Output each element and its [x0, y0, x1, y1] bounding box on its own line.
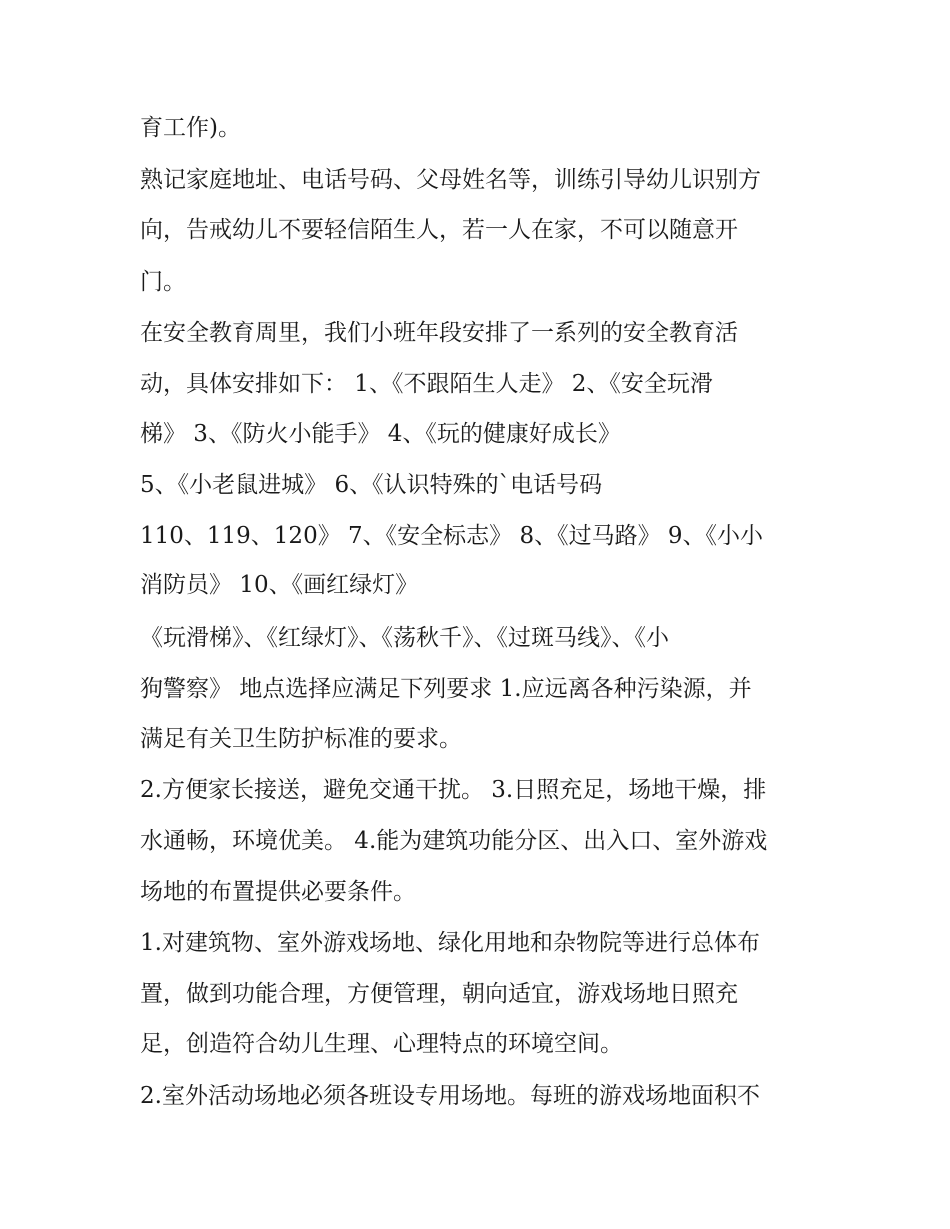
text-line: 场地的布置提供必要条件。 [140, 879, 416, 905]
text-line: 2.室外活动场地必须各班设专用场地。每班的游戏场地面积不 [140, 1083, 760, 1109]
text-line: 《玩滑梯》、《红绿灯》、《荡秋千》、《过斑马线》、《小 [140, 625, 669, 651]
text-line: 水通畅，环境优美。 4.能为建筑功能分区、出入口、室外游戏 [140, 828, 768, 854]
text-line: 在安全教育周里，我们小班年段安排了一系列的安全教育活 [140, 320, 738, 346]
text-line: 110、119、120》 7、《安全标志》 8、《过马路》 9、《小小 [140, 523, 764, 549]
text-line: 2.方便家长接送，避免交通干扰。 3.日照充足，场地干燥，排 [140, 777, 767, 803]
text-line: 狗警察》 地点选择应满足下列要求 1.应远离各种污染源，并 [140, 676, 752, 702]
text-line: 足，创造符合幼儿生理、心理特点的环境空间。 [140, 1031, 623, 1057]
text-line: 梯》 3、《防火小能手》 4、《玩的健康好成长》 [140, 421, 621, 447]
text-line: 动，具体安排如下： 1、《不跟陌生人走》 2、《安全玩滑 [140, 371, 713, 397]
text-line: 5、《小老鼠进城》 6、《认识特殊的`电话号码 [140, 472, 603, 498]
text-line: 消防员》 10、《画红绿灯》 [140, 572, 419, 598]
text-line: 置，做到功能合理，方便管理，朝向适宜，游戏场地日照充 [140, 981, 738, 1007]
text-line: 1.对建筑物、室外游戏场地、绿化用地和杂物院等进行总体布 [140, 930, 760, 956]
text-line: 门。 [140, 269, 186, 295]
text-line: 向，告戒幼儿不要轻信陌生人，若一人在家，不可以随意开 [140, 217, 738, 243]
text-line: 熟记家庭地址、电话号码、父母姓名等，训练引导幼儿识别方 [140, 167, 761, 193]
text-line: 满足有关卫生防护标准的要求。 [140, 726, 462, 752]
text-line: 育工作)。 [140, 115, 241, 141]
